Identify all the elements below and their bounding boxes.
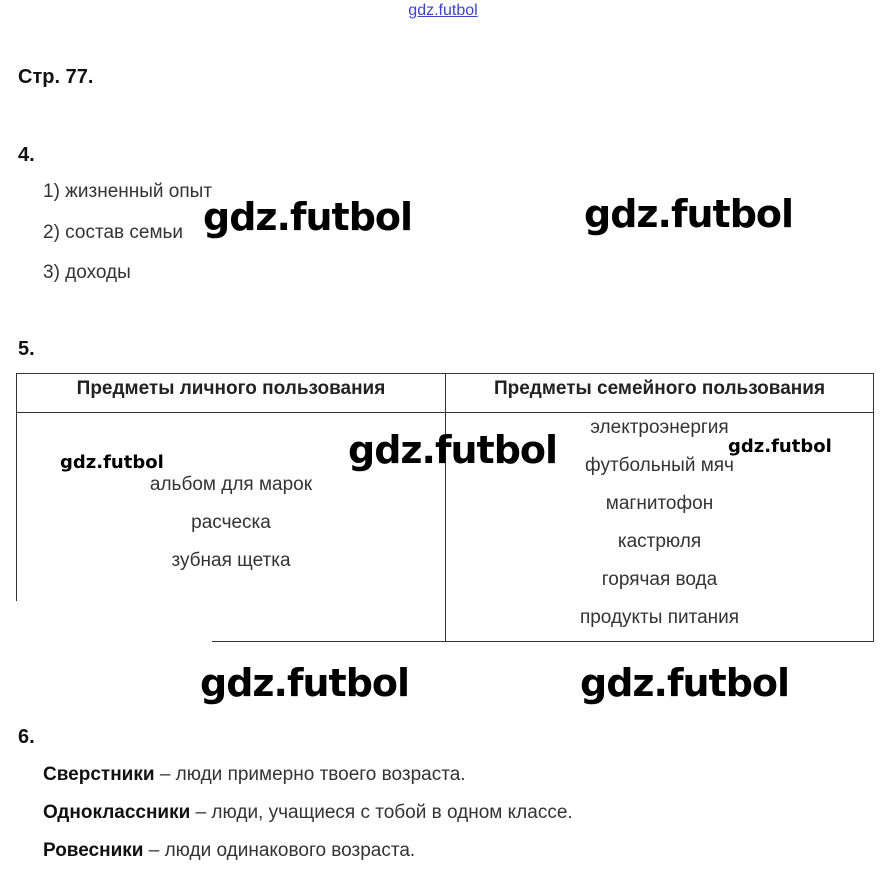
watermark-top-link[interactable]: gdz.futbol [408, 2, 478, 19]
table-border-right [873, 373, 874, 641]
watermark: gdz.futbol [60, 452, 164, 473]
question-4-number: 4. [18, 144, 35, 166]
q4-item-3: 3) доходы [43, 262, 131, 283]
personal-item-2: расческа [191, 512, 271, 533]
header-family: Предметы семейного пользования [493, 378, 826, 399]
q4-item-2: 2) состав семьи [43, 222, 184, 243]
family-item-3: магнитофон [605, 493, 714, 514]
question-5-number: 5. [18, 338, 35, 360]
personal-item-3: зубная щетка [171, 550, 291, 571]
definition-classmates [43, 802, 573, 824]
table-border-bottom [212, 641, 874, 642]
definition-same-age [43, 840, 415, 862]
definition-peers [43, 764, 466, 786]
watermark: gdz.futbol [584, 192, 794, 236]
definition-text: – люди примерно твоего возраста. [154, 764, 466, 785]
header-personal: Предметы личного пользования [76, 378, 386, 399]
family-item-4: кастрюля [617, 531, 702, 552]
definition-term: Ровесники [43, 840, 144, 861]
watermark: gdz.futbol [200, 661, 410, 705]
personal-item-1: альбом для марок [149, 474, 313, 495]
definition-text: – люди одинакового возраста. [143, 840, 416, 861]
definition-term: Сверстники [43, 764, 155, 785]
family-item-6: продукты питания [579, 607, 740, 628]
watermark: gdz.futbol [728, 436, 832, 457]
q4-item-1: 1) жизненный опыт [43, 181, 213, 202]
watermark: gdz.futbol [580, 661, 790, 705]
watermark: gdz.futbol [203, 195, 413, 239]
family-item-5: горячая вода [601, 569, 718, 590]
question-6-number: 6. [18, 726, 35, 748]
definition-text: – люди, учащиеся с тобой в одном классе. [190, 802, 573, 823]
family-item-2: футбольный мяч [585, 455, 734, 476]
family-item-1: электроэнергия [590, 417, 729, 438]
page-number: Стр. 77. [18, 66, 94, 88]
watermark: gdz.futbol [348, 428, 558, 472]
definition-term: Одноклассники [43, 802, 191, 823]
